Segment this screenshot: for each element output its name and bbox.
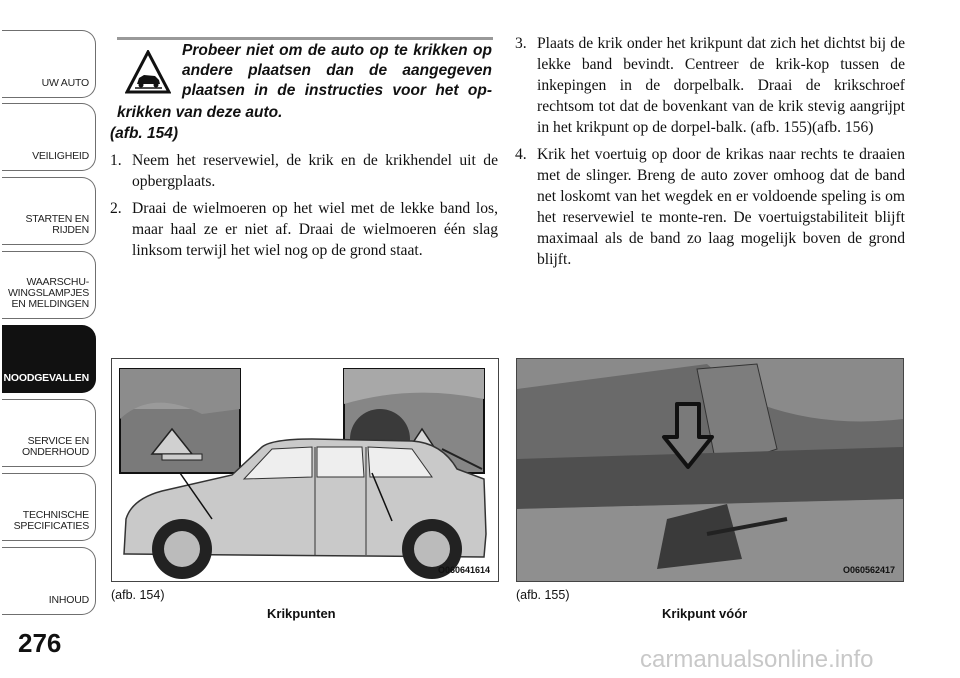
tab-veiligheid[interactable]: VEILIGHEID (2, 103, 96, 171)
warning-text: Probeer niet om de auto op te krikken op andere plaatsen dan de aangegeven plaatsen in de instructies voor het op- (182, 42, 492, 99)
tab-waarschuwingslampjes[interactable]: WAARSCHU- WINGSLAMPJES EN MELDINGEN (2, 251, 96, 319)
tab-technische-specificaties[interactable]: TECHNISCHE SPECIFICATIES (2, 473, 96, 541)
left-column (110, 150, 498, 267)
warning-text-continuation: krikken van deze auto. (117, 104, 283, 121)
step-2: 2. Draai de wielmoeren op het wiel met de lekke band los, maar haal ze er niet af. Draai de wielmoeren één slag linksom terwijl het wiel nog op de grond staat. (110, 200, 498, 259)
car-side-illustration (112, 359, 498, 581)
tab-inhoud[interactable]: INHOUD (2, 547, 96, 615)
figure-front-jack-point (516, 358, 904, 582)
step-3: 3. Plaats de krik onder het krikpunt dat zich het dichtst bij de lekke band bevindt. Centreer de krik-kop tussen de inkepingen in de dorpelbalk. Draai de krikschroef rechtsom tot dat de bovenkant van de krik stevig aangrijpt in het krikpunt op de dorpel-balk. (afb. 155)(afb. 156) (515, 35, 905, 136)
figure-jack-points (111, 358, 499, 582)
tab-service-en-onderhoud[interactable]: SERVICE EN ONDERHOUD (2, 399, 96, 467)
tab-uw-auto[interactable]: UW AUTO (2, 30, 96, 98)
figure-title: Krikpunten (267, 606, 336, 621)
figure-code: O060562417 (842, 565, 895, 575)
right-column (515, 33, 905, 276)
figure-reference: (afb. 154) (110, 125, 179, 142)
figure-title: Krikpunt vóór (662, 606, 748, 621)
step-4: 4. Krik het voertuig op door de krikas naar rechts te draaien met de slinger. Breng de auto zover omhoog dat de band net loskomt van het wegdek en er voldoende speling is om het reservewiel te monte-ren. De voertuigstabiliteit blijft maximaal als de band zo laag mogelijk boven de grond blijft. (515, 146, 905, 268)
figure-label: (afb. 155) (516, 588, 570, 602)
warning-rule (117, 37, 493, 40)
figure-code: O060641614 (437, 565, 490, 575)
warning-triangle-car-icon (125, 50, 171, 94)
underbody-illustration (517, 359, 903, 581)
figure-label: (afb. 154) (111, 588, 165, 602)
page-number: 276 (18, 628, 62, 658)
tab-starten-en-rijden[interactable]: STARTEN EN RIJDEN (2, 177, 96, 245)
tab-noodgevallen[interactable]: NOODGEVALLEN (2, 325, 96, 393)
watermark: carmanualsonline.info (640, 646, 874, 673)
step-1: 1. Neem het reservewiel, de krik en de krikhendel uit de opbergplaats. (110, 152, 498, 190)
